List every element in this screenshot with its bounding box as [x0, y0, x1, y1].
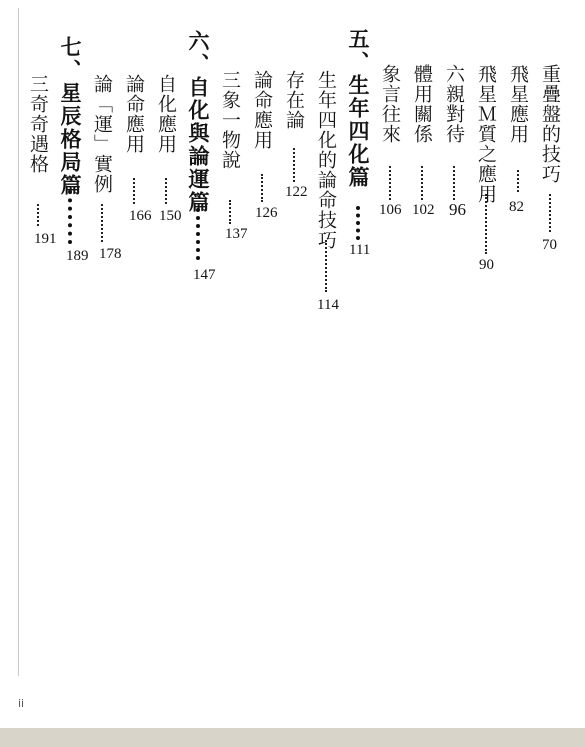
toc-page-number: 166 [129, 208, 152, 224]
toc-page-number: 70 [542, 237, 557, 253]
toc-entry-title: 三象一物說 [219, 70, 241, 170]
toc-entry-title: 體用關係 [411, 64, 433, 144]
toc-entry-title: 象言往來 [379, 64, 401, 144]
toc-page-number: 137 [225, 226, 248, 242]
toc-leader-dots [165, 178, 167, 204]
toc-entry-title: 飛星應用 [507, 64, 529, 144]
toc-page-number: 111 [349, 242, 371, 258]
toc-page-number: 114 [317, 297, 339, 313]
toc-leader-dots [293, 148, 295, 182]
toc-entry-title: 論命應用 [123, 74, 145, 154]
toc-leader-dots [549, 194, 551, 232]
toc-page-number: 106 [379, 202, 402, 218]
toc-page-number: 102 [412, 202, 435, 218]
toc-heading-title: 五、生年四化篇 [346, 28, 370, 189]
toc-page-number: 189 [66, 248, 89, 264]
toc-entry-title: 生年四化的論命技巧 [315, 70, 337, 250]
toc-page-number: 147 [193, 267, 216, 283]
toc-entry-title: 自化應用 [155, 74, 177, 154]
toc-leader-dots [517, 170, 519, 192]
toc-leader-dots [68, 190, 72, 244]
toc-heading-title: 七、星辰格局篇 [58, 36, 82, 197]
toc-leader-dots [356, 206, 360, 240]
scan-bottom-strip [0, 728, 585, 747]
page-edge-rule [18, 8, 19, 676]
toc-leader-dots [421, 166, 423, 200]
toc-page-number: 122 [285, 184, 308, 200]
toc-heading-title: 六、自化與論運篇 [186, 30, 210, 214]
toc-leader-dots [485, 194, 487, 254]
toc-leader-dots [196, 208, 200, 260]
toc-leader-dots [389, 166, 391, 200]
toc-page-number: 96 [449, 200, 466, 219]
toc-entry-title: 存在論 [283, 70, 305, 130]
toc-page-number: 90 [479, 257, 494, 273]
toc-page-number: 191 [34, 231, 57, 247]
toc-leader-dots [453, 166, 455, 200]
page-corner-mark: ii [18, 697, 25, 710]
toc-page-number: 126 [255, 205, 278, 221]
toc-leader-dots [261, 174, 263, 202]
toc-entry-title: 六親對待 [443, 64, 465, 144]
toc-entry-title: 飛星Ｍ質之應用 [475, 64, 497, 204]
toc-entry-title: 論「運」實例 [91, 74, 113, 194]
toc-leader-dots [229, 200, 231, 224]
toc-leader-dots [101, 204, 103, 242]
toc-entry-title: 重疊盤的技巧 [539, 64, 561, 184]
toc-page-number: 178 [99, 246, 122, 262]
toc-leader-dots [37, 204, 39, 226]
toc-leader-dots [325, 240, 327, 292]
toc-page-number: 82 [509, 199, 524, 215]
toc-leader-dots [133, 178, 135, 204]
toc-entry-title: 三奇奇遇格 [27, 74, 49, 174]
toc-page-number: 150 [159, 208, 182, 224]
toc-entry-title: 論命應用 [251, 70, 273, 150]
